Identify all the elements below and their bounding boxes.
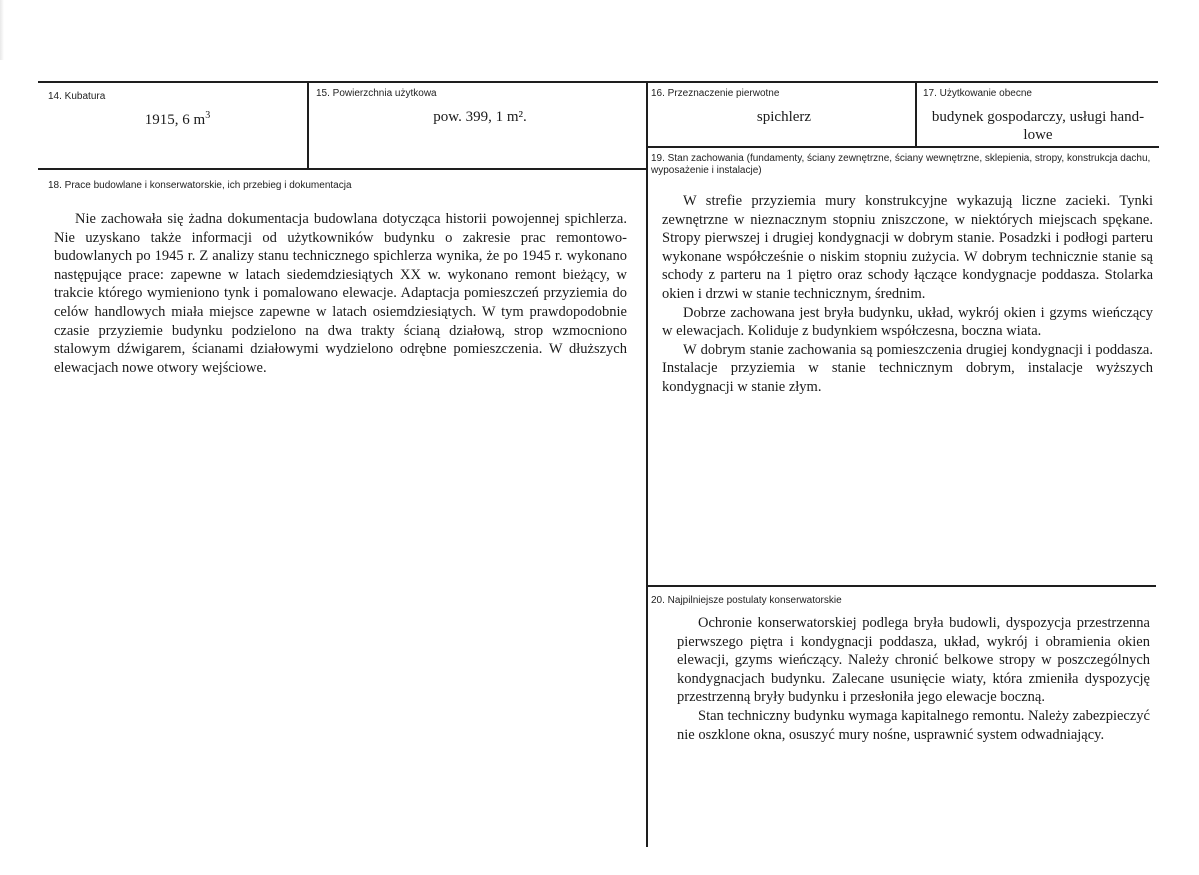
rule-above-20 <box>647 585 1156 587</box>
field-17-value-line2: lowe <box>1023 127 1053 143</box>
section-18-body <box>54 210 627 377</box>
field-16-value: spichlerz <box>756 109 812 125</box>
section-19-body <box>662 192 1153 397</box>
section-19-paragraph-1: W strefie przyziemia mury konstrukcyjne wykazują liczne zacieki. Tynki zewnętrzne w nieznacznym stopniu zniszczone, w niektórych miejscach spękane. Stropy pierwszej i drugiej kondygnacji w dobrym stanie. Posadzki i podłogi parteru wykonane współcześnie o niskim stopniu zużycia. W dobrym technicznie stanie są schody z parteru na 1 piętro oraz schody łączące kondygnacje poddasza. Stolarka okien i drzwi w stanie technicznym, średnim. <box>662 193 1153 302</box>
section-20-label: 20. Najpilniejsze postulaty konserwatorskie <box>651 595 842 606</box>
section-19-label-text: 19. Stan zachowania (fundamenty, ściany zewnętrzne, ściany wewnętrzne, sklepienia, stropy, konstrukcja dachu, wyposażenie i instalacje) <box>651 153 1151 176</box>
section-19-paragraph-2: Dobrze zachowana jest bryła budynku, układ, wykrój okien i gzyms wieńczący w elewacjach. Koliduje z budynkiem współczesna, boczna wiata. <box>662 304 1153 340</box>
scan-edge <box>0 0 4 60</box>
field-16-label: 16. Przeznaczenie pierwotne <box>651 88 780 99</box>
rule-under-14-15 <box>38 168 647 170</box>
section-20-body <box>677 614 1150 744</box>
section-18-label: 18. Prace budowlane i konserwatorskie, ich przebieg i dokumentacja <box>48 180 352 191</box>
field-17-label: 17. Użytkowanie obecne <box>923 88 1032 99</box>
field-15-label: 15. Powierzchnia użytkowa <box>316 88 437 99</box>
field-14-value <box>60 110 295 129</box>
field-15-value: pow. 399, 1 m². <box>433 109 527 125</box>
field-14-label: 14. Kubatura <box>48 91 106 102</box>
section-19-label <box>651 153 1161 177</box>
rule-under-16-17 <box>647 146 1159 148</box>
field-17-value-line1: budynek gospodarczy, usługi hand- <box>931 109 1145 125</box>
section-20-paragraph-1: Ochronie konserwatorskiej podlega bryła budowli, dyspozycja przestrzenna pierwszego piętra i kondygnacji poddasza, układ, wykrój i obramienia okien elewacji, gzyms wieńczący. Należy chronić belkowe stropy w poszczególnych kondygnacjach budynku. Zalecane usunięcie wiaty, która zmieniła dyspozycję przestrzenną bryły budynku i przesłoniła jego elewacje boczną. <box>677 615 1150 706</box>
divider-14-15 <box>307 82 309 169</box>
kubatura-superscript: 3 <box>205 110 211 121</box>
divider-16-17 <box>915 82 917 147</box>
section-19-paragraph-3: W dobrym stanie zachowania są pomieszczenia drugiej kondygnacji i poddasza. Instalacje przyziemia w stanie technicznym dobrym, instalacje wyższych kondygnacji w stanie złym. <box>662 341 1153 395</box>
divider-main <box>646 82 648 847</box>
section-18-paragraph: Nie zachowała się żadna dokumentacja budowlana dotycząca historii powojennej spichlerza. Nie uzyskano także informacji od użytkowników budynku o zakresie prac remontowo-budowlanych po 1945 r. Z analizy stanu technicznego spichlerza wynika, że po 1945 r. wykonano następujące prace: zapewne w latach siedemdziesiątych XX w. wykonano remont bieżący, w trakcie którego wymieniono tynk i pomalowano elewacje. Adaptacja pomieszczeń przyziemia do celów handlowych miała miejsce zapewne w latach osiemdziesiątych. W tym prawdopodobnie czasie przyziemie budynku podzielono na dwa trakty ścianą działową, strop wzmocniono stalowym dźwigarem, ścianami działowymi wydzielono odrębne pomieszczenia. W dłuższych elewacjach nowe otwory wejściowe. <box>54 211 627 376</box>
kubatura-value: 1915, 6 m <box>144 112 206 128</box>
section-20-paragraph-2: Stan techniczny budynku wymaga kapitalnego remontu. Należy zabezpieczyć nie oszklone okna, osuszyć mury nośne, usprawnić system odwadniający. <box>677 707 1150 743</box>
top-rule <box>38 81 1158 83</box>
